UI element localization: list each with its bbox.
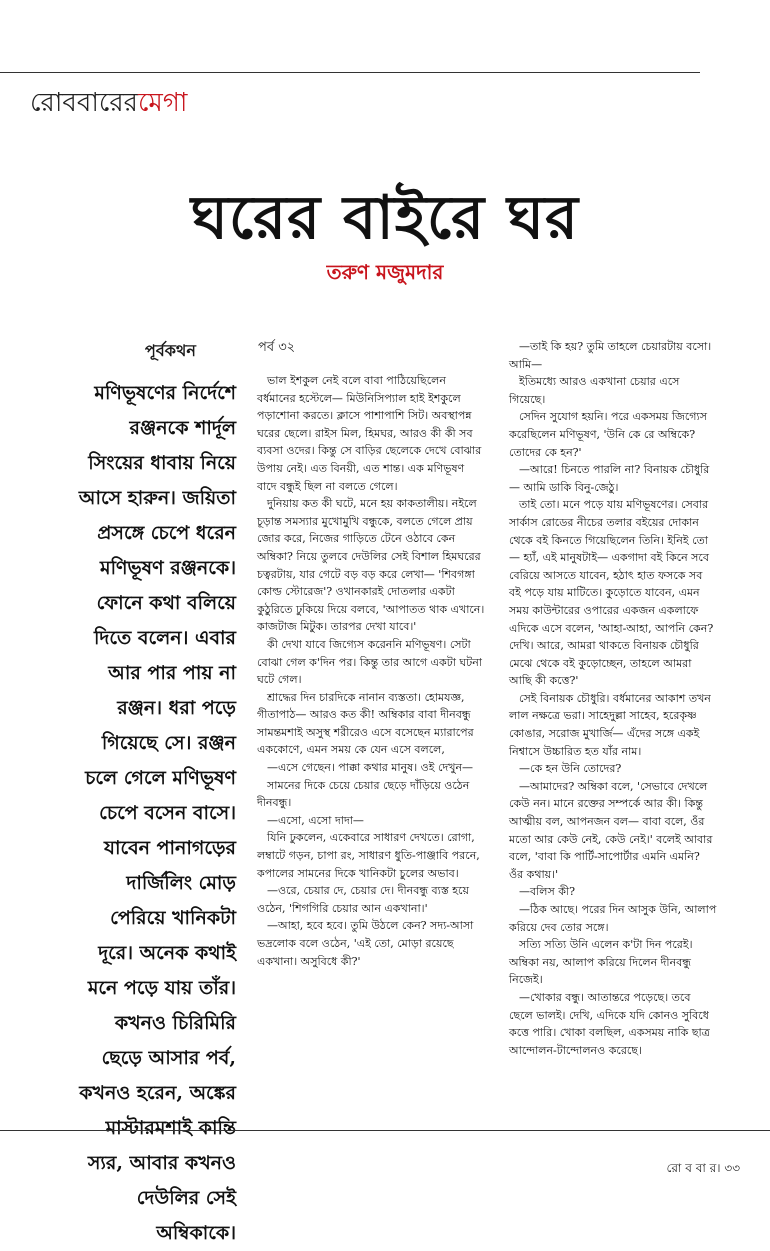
paragraph: —বলিস কী?	[519, 885, 575, 899]
paragraph: —আমাদের? অম্বিকা বলে, 'সেভাবে দেখলে কেউ নন। মানে রক্তের সম্পর্কে আর কী। কিন্তু আত্মীয় বল, আপনজন বল— বাবা বলে, ওঁর মতো আর কেউ নেই, কেউ নেই।' বলেই আবার বলে, 'বাবা কি পার্টি-সাপোর্টার এমনি এমনি? ওঁর কথায়।'	[509, 779, 713, 881]
paragraph: শ্রাদ্ধের দিন চারদিকে নানান ব্যস্ততা। হোমযজ্ঞ, গীতাপাঠ— আরও কত কী! অম্বিকার বাবা দীনবন্ধু সামন্তমশাই অসুস্থ শরীরেও এসে বসেছেন ম্যারাপের এককোণে, এমন সময় কে যেন এসে বললে,	[257, 690, 474, 757]
section-label-prefix: রোববারের	[30, 88, 138, 118]
paragraph: —কে হন উনি তোদের?	[519, 762, 622, 776]
top-rule	[0, 72, 700, 73]
paragraph: সত্যি সত্যি উনি এলেন ক'টা দিন পরেই। অম্বিকা নয়, আলাপ করিয়ে দিলেন দীনবন্ধু নিজেই।	[509, 938, 693, 987]
paragraph: সামনের দিকে চেয়ে চেয়ার ছেড়ে দাঁড়িয়ে ওঠেন দীনবন্ধু।	[257, 778, 470, 810]
paragraph: —ওরে, চেয়ার দে, চেয়ার দে। দীনবন্ধু ব্যস্ত হয়ে ওঠেন, 'শিগগিরি চেয়ার আন একখানা।'	[257, 884, 469, 915]
paragraph: ইতিমধ্যে আরও একখানা চেয়ার এসে গিয়েছে।	[509, 375, 680, 406]
paragraph: —আহা, হবে হবে। তুমি উঠলে কেন? সদ্য-আসা ভদ্রলোক বলে ওঠেন, 'এই তো, মোড়া রয়েছে একখানা। অসুবিধে কী?'	[257, 919, 474, 968]
body-column-1	[257, 372, 485, 970]
paragraph: —আরে! চিনতে পারলি না? বিনায়ক চৌধুরি— আমি ডাকি বিনু-জেঠু।	[509, 463, 710, 494]
paragraph: —তাই কি হয়? তুমি তাহলে চেয়ারটায় বসো। আমি—	[509, 340, 712, 371]
recap-summary: মণিভূষণের নির্দেশে রঞ্জনকে শার্দূল সিংয়ের ধাবায় নিয়ে আসে হারুন। জয়িতা প্রসঙ্গে চেপে ধরেন মণিভূষণ রঞ্জনকে। ফোনে কথা বলিয়ে দিতে বলেন। এবার আর পার পায় না রঞ্জন। ধরা পড়ে গিয়েছে সে। রঞ্জন চলে গেলে মণিভূষণ চেপে বসেন বাসে। যাবেন পানাগড়ের দার্জিলিং মোড় পেরিয়ে খানিকটা দূরে। অনেক কথাই মনে পড়ে যায় তাঁর। কখনও চিরিমিরি ছেড়ে আসার পর্ব, কখনও হরেন, অঙ্কের মাস্টারমশাই কান্তি স্যর, আবার কখনও দেউলির সেই অম্বিকাকে।	[78, 382, 236, 1244]
section-label-accent: মেগা	[137, 88, 188, 118]
paragraph: —এসো, এসো দাদা—	[267, 813, 364, 827]
author-byline: তরুণ মজুমদার	[326, 260, 444, 284]
paragraph: কী দেখা যাবে জিগ্যেস করেননি মণিভূষণ। সেটা বোঝা গেল ক'দিন পর। কিন্তু তার আগে একটা ঘটনা ঘটে গেল।	[257, 637, 482, 687]
paragraph: তাই তো। মনে পড়ে যায় মণিভূষণের। সেবার সার্কাস রোডের নীচের তলার বইয়ের দোকান থেকে বই কিনতে গিয়েছিলেন তিনি। ইনিই তো— হ্যাঁ, এই মানুষটাই— একগাদা বই কিনে সবে বেরিয়ে আসতে যাবেন, হঠাৎ হাত ফসকে সব বই পড়ে যায় মাটিতে। কুড়োতে যাবেন, এমন সময় কাউন্টারের ওপারের একজন একলাফে এদিকে এসে বলেন, 'আহা-আহা, আপনি কেন? দেখি। আরে, আমরা থাকতে বিনায়ক চৌধুরি মেঝে থেকে বই কুড়োচ্ছেন, তাহলে আমরা আছি কী কত্তে?'	[509, 498, 714, 688]
paragraph: —খোকার বন্ধু। আতান্তরে পড়েছে। তবে ছেলে ভালই। দেখি, এদিকে যদি কোনও সুবিধে কত্তে পারি। খোকা বলছিল, একসময় নাকি ছাত্র আন্দোলন-টান্দোলনও করেছে।	[509, 990, 710, 1057]
episode-number: পর্ব ৩২	[258, 340, 296, 355]
recap-heading: পূর্বকথন	[145, 341, 196, 360]
article-headline: ঘরের বাইরে ঘর	[190, 183, 580, 253]
paragraph: —ঠিক আছে। পরের দিন আসুক উনি, আলাপ করিয়ে দেব তোর সঙ্গে।	[509, 903, 717, 934]
paragraph: যিনি ঢুকলেন, একেবারে সাধারণ দেখতে। রোগা, লম্বাটে গড়ন, চাপা রং, সাধারণ ধুতি-পাঞ্জাবি পরনে, কপালের সামনের দিকে খানিকটা চুলের অভাব।	[257, 831, 480, 880]
section-label	[30, 82, 187, 126]
paragraph: ভাল ইশকুল নেই বলে বাবা পাঠিয়েছিলেন বর্ধমানের হস্টেলে— মিউনিসিপ্যাল হাই ইশকুলে পড়াশোনা করতে। ক্লাসে পাশাপাশি সিট। অবস্থাপন্ন ঘরের ছেলে। রাইস মিল, হিমঘর, আরও কী কী সব ব্যবসা ওদের। কিন্তু সে বাড়ির ছেলেকে দেখে বোঝার উপায় নেই। এত বিনয়ী, এত শান্ত। এক মণিভূষণ বাদে বন্ধুই ছিল না বলতে গেলে।	[257, 374, 482, 493]
bottom-rule	[0, 1130, 770, 1131]
paragraph: সেদিন সুযোগ হয়নি। পরে একসময় জিগ্যেস করেছিলেন মণিভূষণ, 'উনি কে রে অম্বিকে? তোদের কে হন?'	[509, 410, 707, 459]
paragraph: —এসে গেছেন। পাক্কা কথার মানুষ। ওই দেখুন—	[267, 761, 474, 775]
paragraph: সেই বিনায়ক চৌধুরি। বর্ধমানের আকাশ তখন লাল নক্ষত্রে ভরা। সাহেদুল্লা সাহেব, হরেকৃষ্ণ কোঙার, সরোজ মুখার্জি— এঁদের সঙ্গে একই নিশ্বাসে উচ্চারিত হত যাঁর নাম।	[509, 691, 711, 758]
paragraph: দুনিয়ায় কত কী ঘটে, মনে হয় কাকতালীয়। নইলে চূড়ান্ত সমস্যার মুখোমুখি বন্ধুকে, বলতে গেলে প্রায় জোর করে, নিজের গাড়িতে টেনে ওঠাবে কেন অম্বিকা? নিয়ে তুলবে দেউলির সেই বিশাল হিমঘরের চত্বরটায়, যার গেটে বড় বড় করে লেখা— 'শিবগঙ্গা কোল্ড স্টোরেজ'? ওখানকারই দোতলার একটা কুঠুরিতে ঢুকিয়ে দিয়ে বলবে, 'আপাতত থাক এখানে। কাজটাজ মিটুক। তারপর দেখা যাবে।'	[257, 497, 485, 634]
body-column-2	[509, 338, 717, 1059]
page-folio: রো ব বা র। ৩৩	[666, 1161, 740, 1175]
